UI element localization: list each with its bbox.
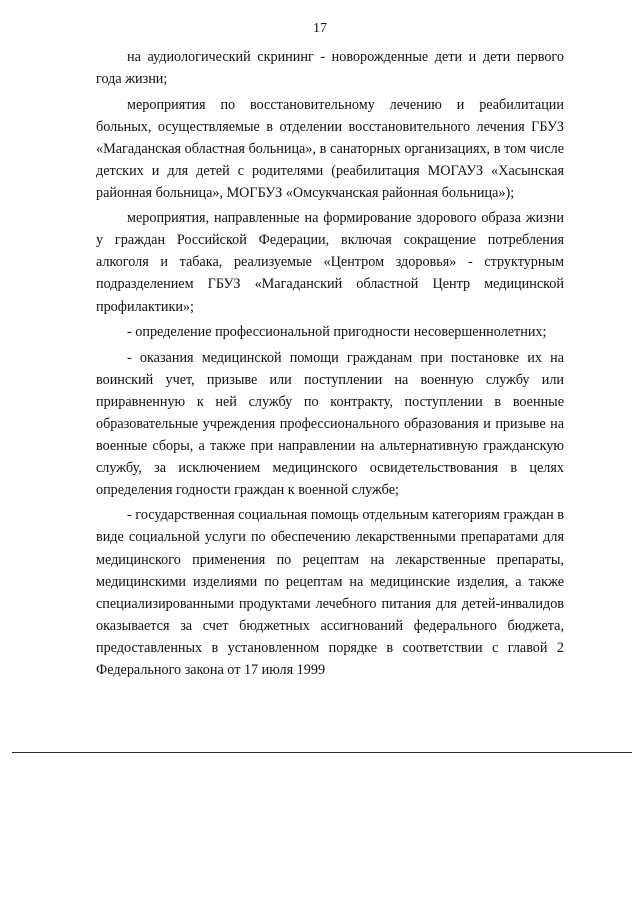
paragraph-state-social-assistance: - государственная социальная помощь отдельным категориям граждан в виде социальной услуги по обеспечению лекарственными препаратами для медицинского применения по рецептам на лекарственные препараты, медицинскими изделиями по рецептам на медицинские изделия, а также специализированными продуктами лечебного питания для детей-инвалидов оказывается за счет бюджетных ассигнований федерального бюджета, предоставленных в установленном порядке в соответствии с главой 2 Федерального закона от 17 июля 1999 (96, 507, 564, 678)
paragraph-rehabilitation-measures: мероприятия по восстановительному лечению и реабилитации больных, осуществляемые в отделении восстановительного лечения ГБУЗ «Магаданская областная больница», в санаторных организациях, в том числе детских и для детей с родителями (реабилитация МОГАУЗ «Хасынская районная больница», МОГБУЗ «Омсукчанская районная больница»); (96, 96, 564, 201)
paragraph-healthy-lifestyle: мероприятия, направленные на формирование здорового образа жизни у граждан Российской Федерации, включая сокращение потребления алкоголя и табака, реализуемые «Центром здоровья» - структурным подразделением ГБУЗ «Магаданский областной Центр медицинской профилактики»; (96, 210, 564, 315)
document-body (96, 46, 564, 681)
page-number: 17 (313, 21, 327, 36)
footer-divider (12, 752, 632, 753)
paragraph-professional-suitability: - определение профессиональной пригодности несовершеннолетних; (127, 324, 547, 341)
paragraph-military-medical-care: - оказания медицинской помощи гражданам при постановке их на воинский учет, призыве или поступлении на военную службу или приравненную к ней службу по контракту, поступлении в военные образовательные учреждения профессионального образования и призыве на военные сборы, а также при направлении на альтернативную гражданскую службу, за исключением медицинского освидетельствования в целях определения годности граждан к военной службе; (96, 349, 564, 498)
paragraph-audiological-screening: на аудиологический скрининг - новорожденные дети и дети первого года жизни; (96, 49, 564, 88)
